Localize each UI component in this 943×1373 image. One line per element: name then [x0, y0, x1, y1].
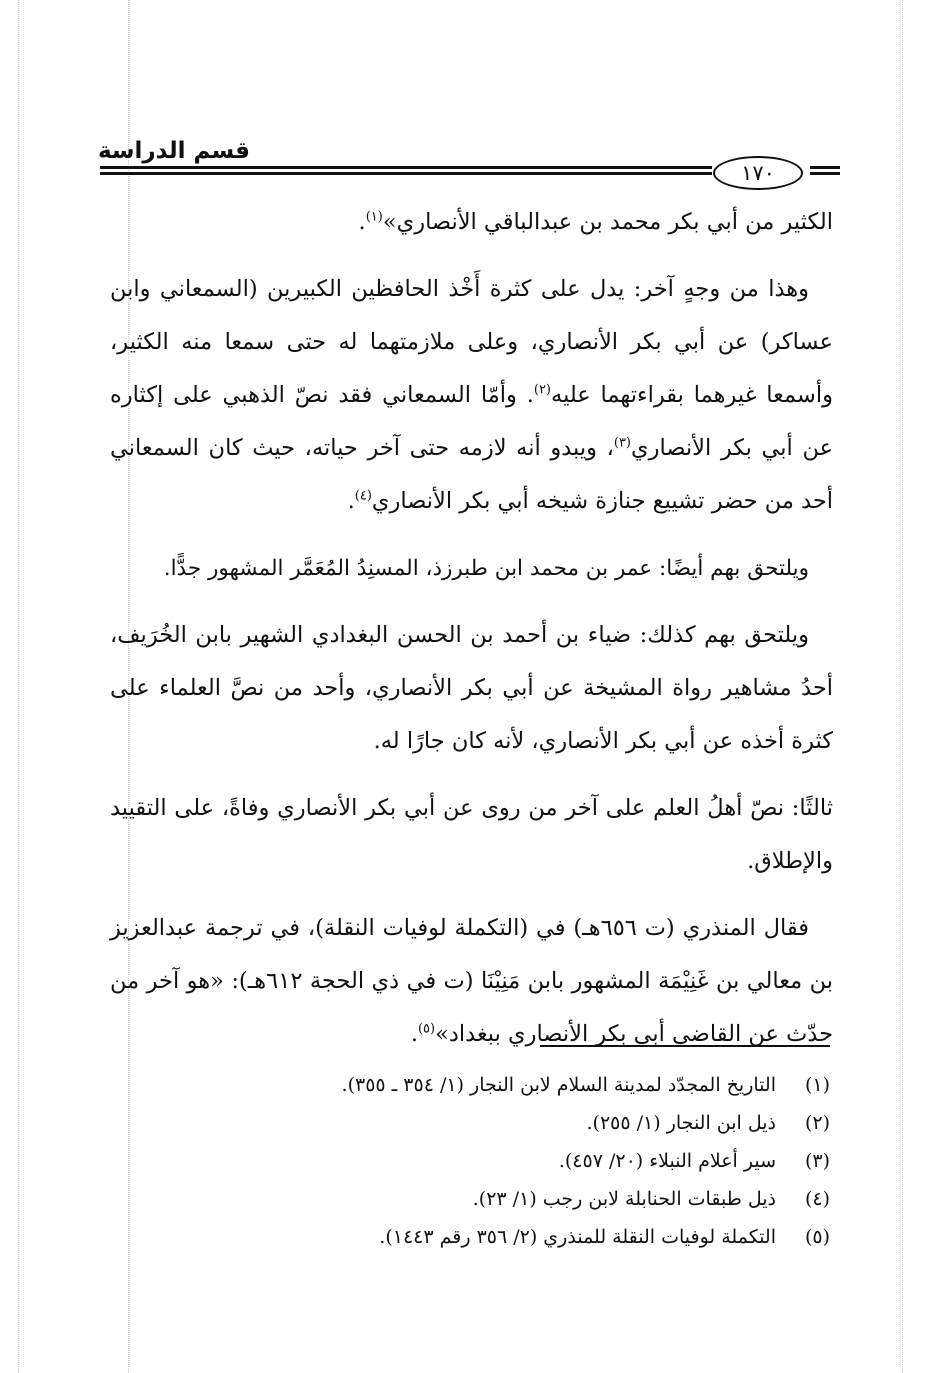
footnote-number: (٤) — [804, 1188, 830, 1210]
footnote-number: (١) — [804, 1074, 830, 1096]
footnote-number: (٢) — [804, 1112, 830, 1134]
footnote-text: التكملة لوفيات النقلة للمنذري (٢/ ٣٥٦ رقم ١٤٤٣). — [379, 1226, 776, 1248]
footnote-ref[interactable]: (١) — [365, 209, 383, 225]
footnote-text: التاريخ المجدّد لمدينة السلام لابن النجار (١/ ٣٥٤ ـ ٣٥٥). — [341, 1074, 776, 1096]
punctuation: . — [410, 1021, 418, 1047]
footnote — [200, 1180, 830, 1218]
section-title: قسم الدراسة — [97, 138, 250, 164]
scan-artifact-line — [902, 0, 903, 1373]
footnote-ref[interactable]: (٤) — [354, 488, 372, 504]
footnote-number: (٣) — [804, 1150, 830, 1172]
paragraph-text: ، ويبدو أنه لازمه حتى آخر حياته، حيث كان السمعاني أحد من حضر تشييع جنازة شيخه أبي بكر الأنصاري — [110, 435, 833, 514]
page-header — [97, 130, 840, 190]
paragraph-text: وهذا من وجهٍ آخر: يدل على كثرة أَخْذ الحافظين الكبيرين (السمعاني وابن عساكر) عن أبي بكر الأنصاري، وعلى ملازمتهما له حتى سمعا منه الكثير، وأسمعا غيرهما بقراءتهما عليه — [110, 276, 833, 408]
footnote-separator — [540, 1045, 830, 1047]
footnotes — [200, 1066, 830, 1256]
punctuation: . — [347, 488, 355, 514]
scan-artifact-line — [18, 0, 19, 1373]
header-double-rule — [100, 166, 712, 178]
footnote — [200, 1218, 830, 1256]
main-text — [110, 196, 833, 1075]
footnote-text: ذيل طبقات الحنابلة لابن رجب (١/ ٢٣). — [472, 1188, 776, 1210]
paragraph: ثالثًا: نصّ أهلُ العلم على آخر من روى عن أبي بكر الأنصاري وفاةً، على التقييد والإطلاق. — [110, 795, 833, 874]
paragraph — [110, 902, 833, 1061]
footnote-text: ذيل ابن النجار (١/ ٢٥٥). — [586, 1112, 776, 1134]
page-number: ١٧٠ — [713, 156, 803, 190]
paragraph — [110, 263, 833, 528]
header-double-rule-short — [810, 166, 840, 178]
footnote — [200, 1066, 830, 1104]
footnote-ref[interactable]: (٢) — [533, 382, 551, 398]
paragraph-continuation — [110, 196, 833, 249]
footnote-number: (٥) — [804, 1226, 830, 1248]
paragraph-text: الكثير من أبي بكر محمد بن عبدالباقي الأنصاري» — [382, 209, 833, 235]
footnote — [200, 1142, 830, 1180]
footnote-text: سير أعلام النبلاء (٢٠/ ٤٥٧). — [558, 1150, 776, 1172]
footnote — [200, 1104, 830, 1142]
paragraph: ويلتحق بهم أيضًا: عمر بن محمد ابن طبرزذ، المسنِدُ المُعَمَّر المشهور جدًّا. — [163, 556, 809, 581]
paragraph-text: . وأمّا السمعاني فقد نصّ الذهبي على إكثاره عن أبي بكر الأنصاري — [110, 382, 833, 461]
punctuation: . — [358, 209, 366, 235]
paragraph-text: فقال المنذري (ت ٦٥٦هـ) في (التكملة لوفيات النقلة)، في ترجمة عبدالعزيز بن معالي بن غَنِيْمَة المشهور بابن مَنِيْنَا (ت في ذي الحجة ٦١٢هـ): «هو آخر من حدّث عن القاضي أبي بكر الأنصاري ببغداد» — [110, 915, 834, 1047]
paragraph: ويلتحق بهم كذلك: ضياء بن أحمد بن الحسن البغدادي الشهير بابن الخُرَيف، أحدُ مشاهير رواة المشيخة عن أبي بكر الأنصاري، وأحد من نصَّ العلماء على كثرة أخذه عن أبي بكر الأنصاري، لأنه كان جارًا له. — [110, 622, 833, 754]
footnote-ref[interactable]: (٣) — [613, 435, 631, 451]
footnote-ref[interactable]: (٥) — [417, 1021, 436, 1037]
